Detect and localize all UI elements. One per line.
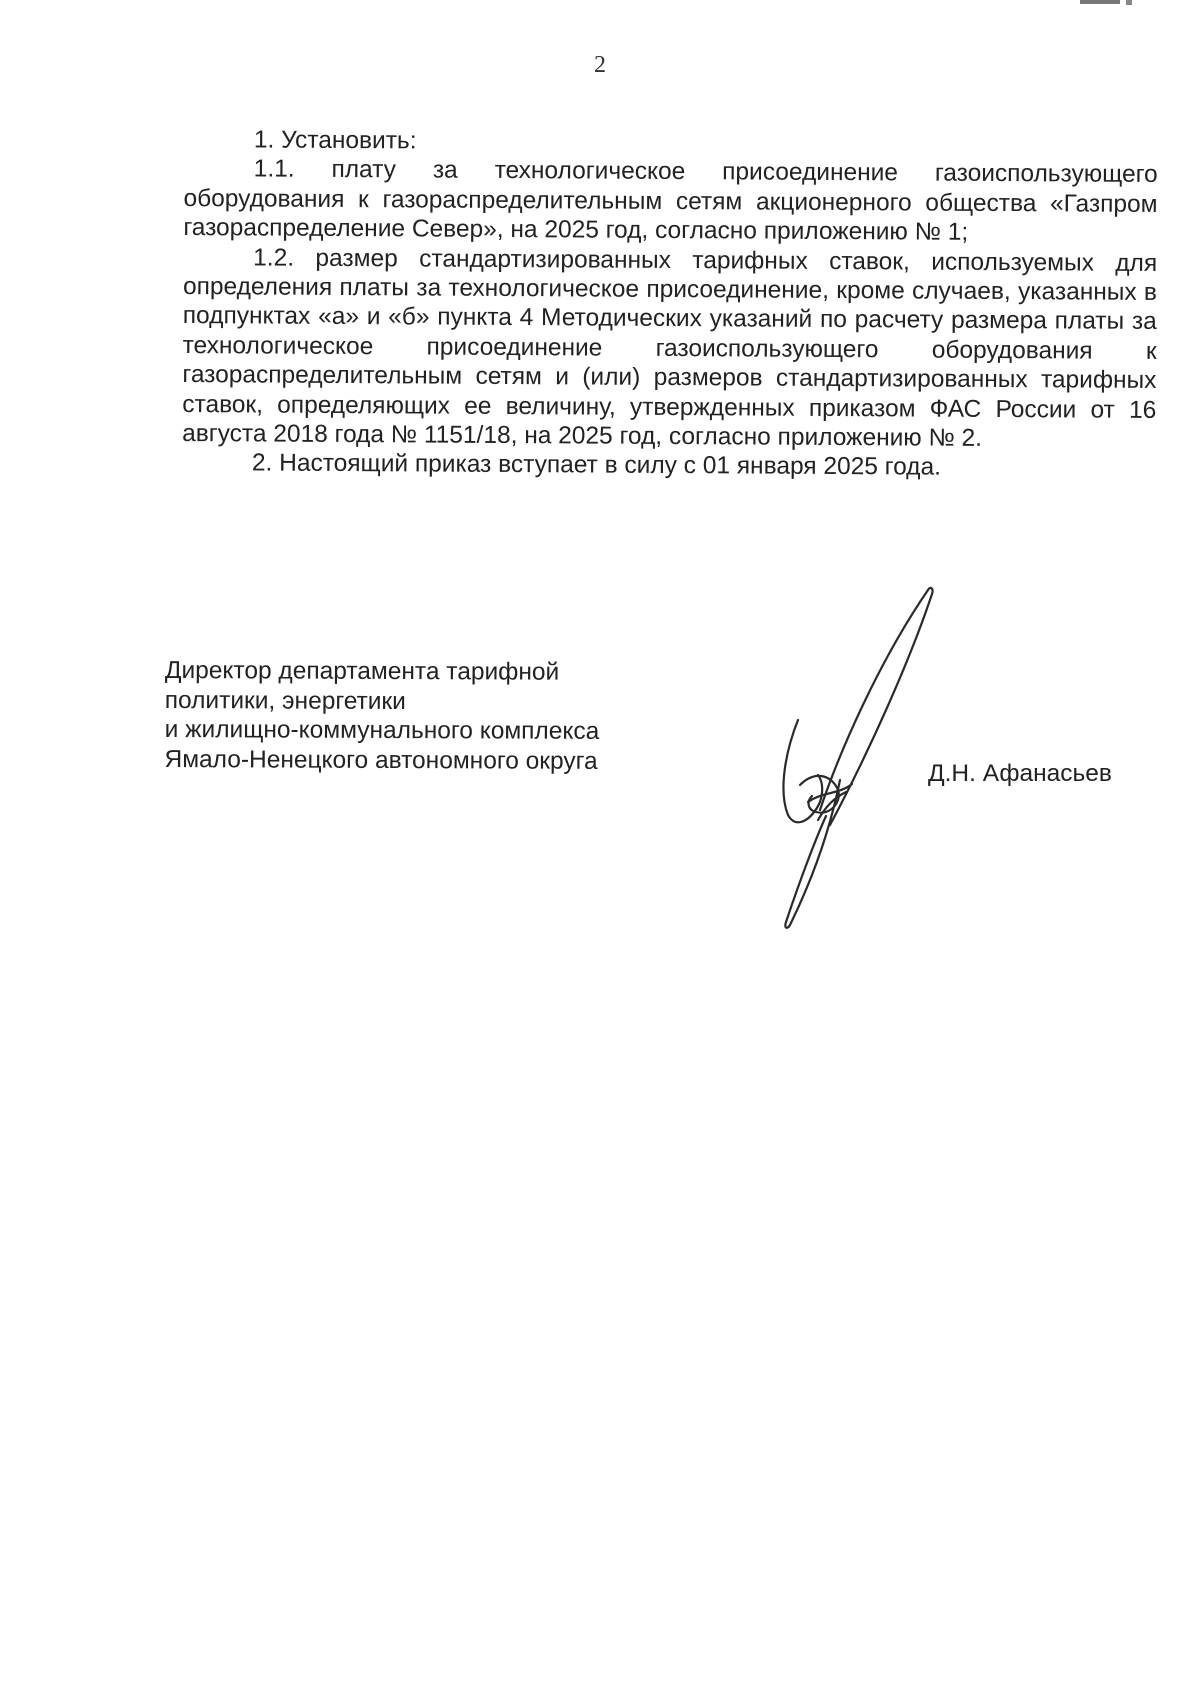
paragraph-1-2-tariff-rates: 1.2. размер стандартизированных тарифных ставок, используемых для определения платы за технологическое присоединение, кроме случаев, указанных в подпунктах «а» и «б» пункта 4 Методических указаний по расчету размера платы за технологическое присоединение газоиспользующего оборудования к газораспределительным сетям и (или) размеров стандартизированных тарифных ставок, определяющих ее величину, утвержденных приказом ФАС России от 16 августа 2018 года № 1151/18, на 2025 год, согласно приложению № 2.	[182, 244, 1158, 452]
paragraph-2-effective-date: 2. Настоящий приказ вступает в силу с 01 января 2025 года.	[251, 449, 942, 482]
signer-name: Д.Н. Афанасьев	[928, 760, 1112, 787]
page-number: 2	[594, 52, 606, 78]
document-body	[182, 125, 1158, 484]
paragraph-establish: 1. Установить:	[253, 126, 417, 155]
signatory-title	[164, 656, 599, 776]
scan-artifact-mark	[1050, 0, 1140, 8]
signatory-title-line: и жилищно-коммунального комплекса	[164, 715, 600, 745]
signatory-title-line: Ямало-Ненецкого автономного округа	[164, 745, 598, 775]
handwritten-signature	[760, 580, 950, 940]
paragraph-1-1-connection-fee: 1.1. плату за технологическое присоединение газоиспользующего оборудования к газораспределительным сетям акционерного общества «Газпром газораспределение Север», на 2025 год, согласно приложению № 1;	[183, 155, 1158, 247]
signatory-title-line: политики, энергетики	[164, 686, 406, 715]
signatory-title-line: Директор департамента тарифной	[164, 657, 560, 686]
